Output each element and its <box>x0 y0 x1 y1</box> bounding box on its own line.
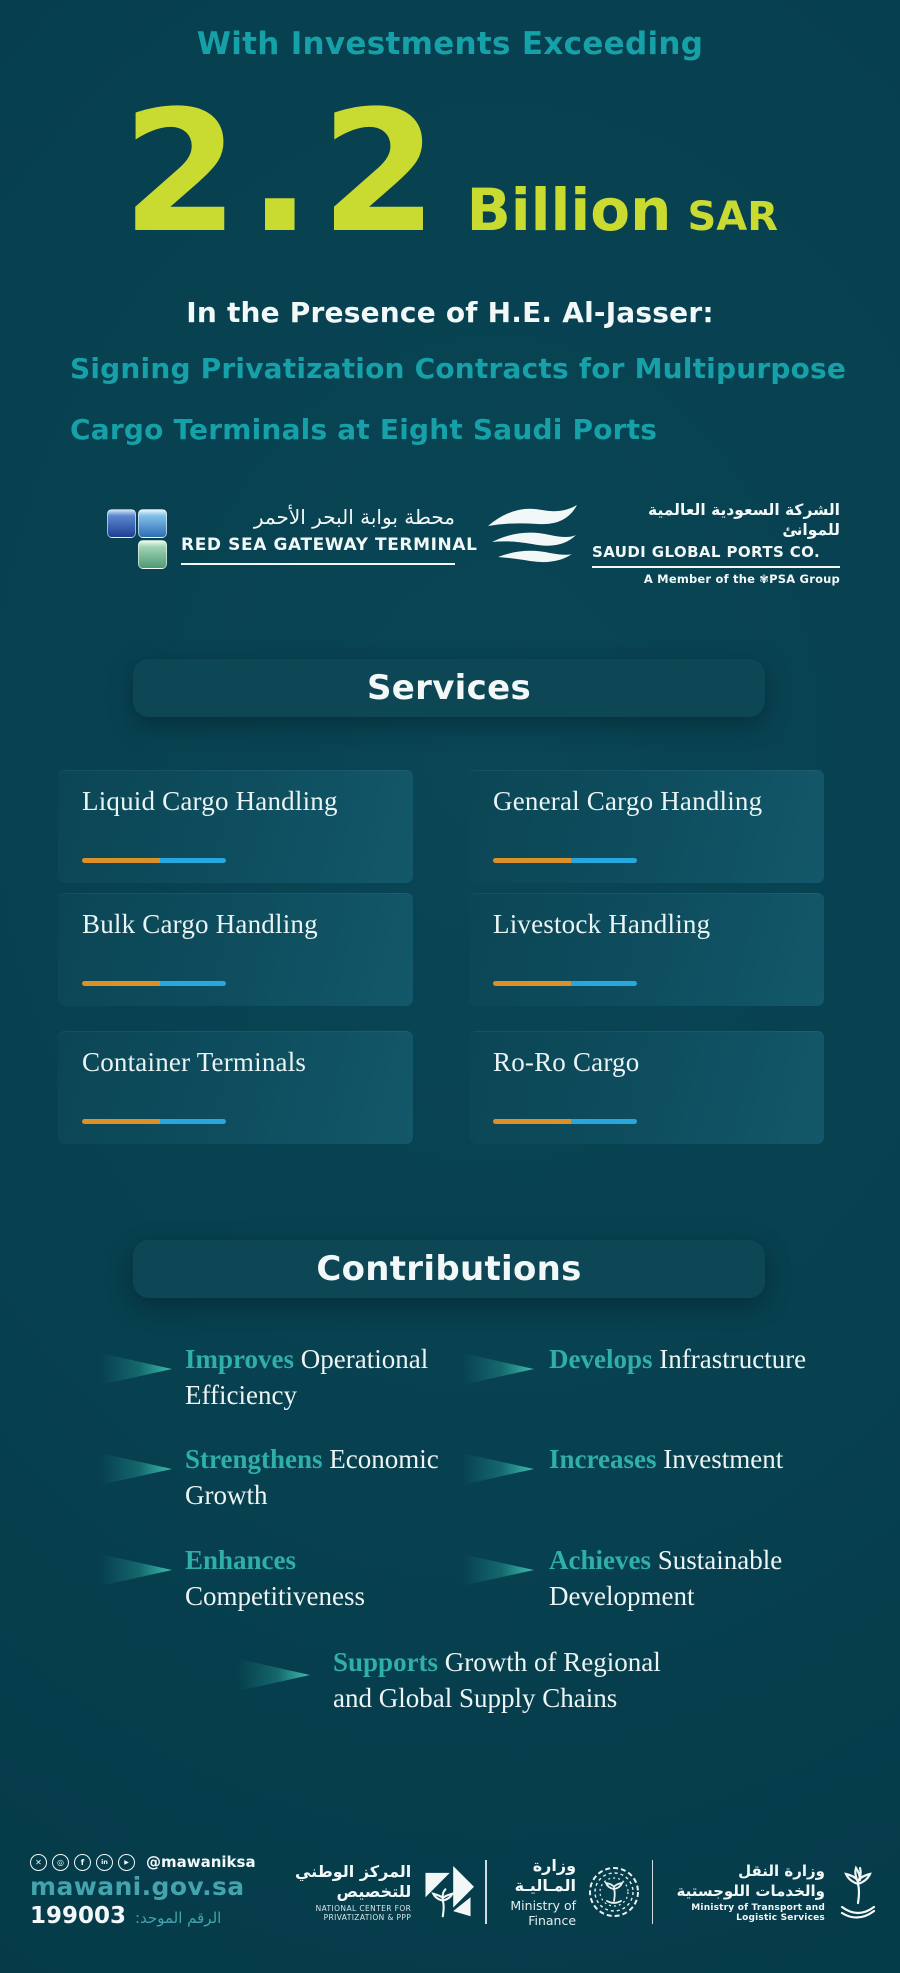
rsgt-rule <box>181 563 455 565</box>
card-underline-orange <box>82 858 160 863</box>
contribution-text: Competitiveness <box>185 1580 365 1611</box>
card-underline-blue <box>160 981 226 986</box>
contribution-keyword: Achieves <box>549 1545 651 1575</box>
contribution-keyword: Strengthens <box>185 1444 323 1474</box>
social-handle: @mawaniksa <box>146 1853 256 1871</box>
contribution-keyword: Increases <box>549 1444 657 1474</box>
footer-divider <box>485 1860 486 1924</box>
contribution-keyword: Supports <box>333 1647 439 1677</box>
contribution-item <box>333 1645 673 1716</box>
card-underline-orange <box>82 981 160 986</box>
rsgt-square-green <box>138 540 167 569</box>
contribution-item <box>185 1543 450 1614</box>
card-underline <box>82 981 226 986</box>
linkedin-icon[interactable]: in <box>96 1854 113 1871</box>
arrow-icon <box>100 1449 172 1489</box>
contribution-text: Operational Efficiency <box>185 1344 429 1410</box>
card-underline <box>493 981 637 986</box>
amount-value: 2.2 <box>121 74 447 270</box>
x-icon[interactable]: ✕ <box>30 1854 47 1871</box>
card-underline-orange <box>493 1119 571 1124</box>
card-underline <box>493 858 637 863</box>
contribution-item <box>549 1342 859 1378</box>
mot-arabic: وزارة النقل والخدمات اللوجستية <box>676 1862 825 1900</box>
ncp-arabic: المركز الوطني للتخصيص <box>294 1862 412 1901</box>
contribution-text: Infrastructure <box>652 1344 807 1374</box>
ncp-logo-text <box>280 1862 411 1922</box>
service-card-label: Bulk Cargo Handling <box>82 909 318 939</box>
contribution-item <box>549 1442 859 1478</box>
service-card-label: Ro-Ro Cargo <box>493 1047 640 1077</box>
instagram-icon[interactable]: ◎ <box>52 1854 69 1871</box>
card-underline-orange <box>493 981 571 986</box>
service-card <box>469 1031 824 1144</box>
amount-currency: SAR <box>687 194 779 240</box>
headline-line1: Signing Privatization Contracts for Multipurpose <box>70 352 847 385</box>
sgp-english-name: SAUDI GLOBAL PORTS CO. <box>592 543 821 561</box>
ncp-mark-icon <box>422 1863 474 1921</box>
arrow-icon <box>462 1550 534 1590</box>
contributions-section-header <box>133 1240 765 1298</box>
rsgt-logo <box>107 505 478 569</box>
service-card <box>58 1031 413 1144</box>
investment-amount <box>0 74 900 270</box>
arrow-icon <box>462 1449 534 1489</box>
headline-line2: Cargo Terminals at Eight Saudi Ports <box>70 413 658 446</box>
card-underline-orange <box>493 858 571 863</box>
rsgt-squares-icon <box>107 509 167 569</box>
card-underline-blue <box>571 1119 637 1124</box>
contribution-text: Investment <box>656 1444 784 1474</box>
card-underline-orange <box>82 1119 160 1124</box>
card-underline <box>82 858 226 863</box>
service-card-label: Livestock Handling <box>493 909 711 939</box>
youtube-icon[interactable]: ▶ <box>118 1854 135 1871</box>
contribution-keyword: Improves <box>185 1344 295 1374</box>
unified-number: 199003 <box>30 1903 127 1929</box>
sgp-logo <box>484 500 840 586</box>
unified-number-row <box>30 1903 256 1929</box>
ncp-english: NATIONAL CENTER FOR PRIVATIZATION & PPP <box>315 1904 412 1922</box>
mof-rosette-icon <box>587 1865 641 1919</box>
card-underline-blue <box>571 858 637 863</box>
contribution-keyword: Develops <box>549 1344 653 1374</box>
service-card <box>469 770 824 883</box>
arrow-icon <box>462 1349 534 1389</box>
service-card-label: General Cargo Handling <box>493 786 763 816</box>
social-row <box>30 1853 256 1871</box>
rsgt-english-name: RED SEA GATEWAY TERMINAL <box>181 535 478 555</box>
contribution-keyword: Enhances <box>185 1545 297 1575</box>
mot-english: Ministry of Transport and Logistic Services <box>691 1903 825 1923</box>
sgp-member-line: A Member of the ✾PSA Group <box>643 572 840 586</box>
amount-unit: Billion <box>466 176 672 244</box>
mof-english: Ministry of Finance <box>510 1898 577 1928</box>
rsgt-square-blue <box>107 509 136 538</box>
footer-divider <box>652 1860 653 1924</box>
services-title: Services <box>367 668 531 708</box>
services-section-header <box>133 659 765 717</box>
service-card <box>469 893 824 1006</box>
presence-line: In the Presence of H.E. Al-Jasser: <box>186 296 714 329</box>
arrow-icon <box>238 1655 310 1695</box>
footer-contact-block <box>30 1853 256 1929</box>
sgp-wave-icon <box>484 500 580 570</box>
services-grid <box>58 770 824 1150</box>
card-underline-blue <box>160 1119 226 1124</box>
arrow-icon <box>100 1349 172 1389</box>
service-card <box>58 770 413 883</box>
service-card-label: Container Terminals <box>82 1047 307 1077</box>
footer-government-logos <box>280 1850 880 1934</box>
rsgt-arabic-name: محطة بوابة البحر الأحمر <box>253 505 455 529</box>
service-card <box>58 893 413 1006</box>
service-card-label: Liquid Cargo Handling <box>82 786 338 816</box>
kicker-text: With Investments Exceeding <box>196 26 704 62</box>
card-underline-blue <box>160 858 226 863</box>
contribution-item <box>185 1342 450 1413</box>
arrow-icon <box>100 1550 172 1590</box>
card-underline-blue <box>571 981 637 986</box>
facebook-icon[interactable]: f <box>74 1854 91 1871</box>
contribution-text: Sustainable Development <box>549 1545 783 1611</box>
mof-logo-text <box>498 1856 576 1928</box>
mot-logo-text <box>664 1861 825 1923</box>
website-link[interactable]: mawani.gov.sa <box>30 1872 245 1901</box>
card-underline <box>82 1119 226 1124</box>
card-underline <box>493 1119 637 1124</box>
unified-number-label: الرقم الموحد: <box>135 1909 222 1927</box>
contribution-item <box>549 1543 859 1614</box>
contributions-title: Contributions <box>316 1249 582 1289</box>
mof-arabic: وزارة المـاليـة <box>514 1856 577 1895</box>
contribution-text: Economic Growth <box>185 1444 439 1510</box>
rsgt-square-lightblue <box>138 509 167 538</box>
contribution-item <box>185 1442 450 1513</box>
sgp-rule <box>592 566 840 568</box>
contribution-text: Growth of Regional and Global Supply Chains <box>333 1647 661 1713</box>
mot-palm-icon <box>836 1863 880 1921</box>
sgp-arabic-name: الشركة السعودية العالمية للموانئ <box>648 501 840 539</box>
